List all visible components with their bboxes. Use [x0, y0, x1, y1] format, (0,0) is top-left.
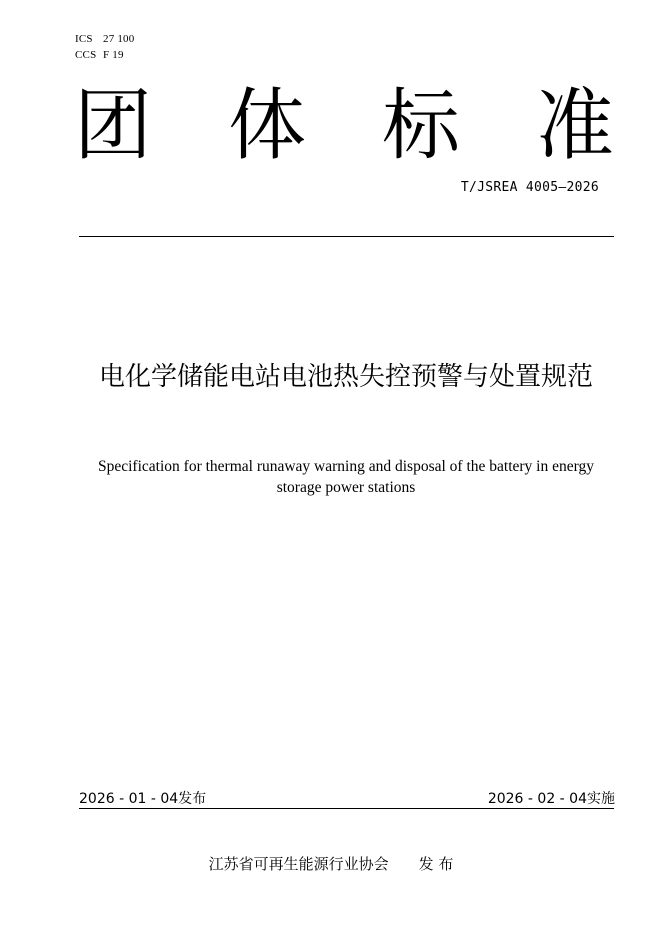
ccs-code	[75, 47, 134, 63]
heading-char-1: 团	[74, 81, 153, 171]
issue-date-value: 2026 - 01 - 04	[79, 791, 179, 807]
bottom-divider	[79, 808, 614, 809]
issue-date-label: 发布	[178, 791, 207, 807]
heading-char-4: 准	[535, 81, 614, 171]
group-standard-heading	[74, 81, 614, 171]
ics-value: 27 100	[103, 33, 135, 45]
ics-label: ICS	[75, 33, 93, 45]
heading-char-3: 标	[381, 81, 460, 171]
publisher-action: 发 布	[418, 855, 454, 873]
implementation-date	[488, 788, 615, 808]
publisher-line	[0, 853, 662, 874]
heading-char-2: 体	[227, 81, 306, 171]
ccs-label: CCS	[75, 49, 97, 61]
publisher-name: 江苏省可再生能源行业协会	[208, 855, 389, 873]
classification-codes	[75, 31, 134, 63]
standard-number: T/JSREA 4005—2026	[460, 180, 599, 195]
document-title-cn: 电化学储能电站电池热失控预警与处置规范	[98, 362, 593, 392]
implementation-date-label: 实施	[587, 791, 615, 807]
ccs-value: F 19	[103, 49, 124, 61]
ics-code	[75, 31, 134, 47]
document-title-en: Specification for thermal runaway warning and disposal of the battery in energy storage power stations	[98, 458, 594, 496]
top-divider	[79, 236, 614, 237]
implementation-date-value: 2026 - 02 - 04	[487, 791, 587, 807]
issue-date	[79, 788, 206, 808]
